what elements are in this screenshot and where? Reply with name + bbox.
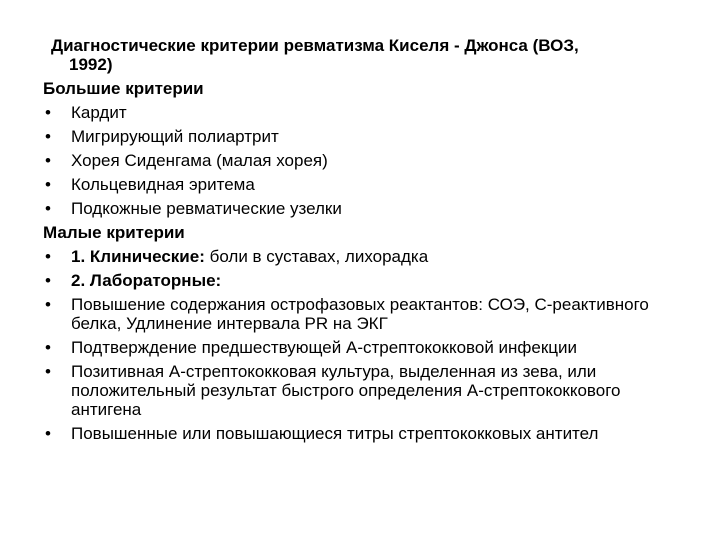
slide-title-line1: Диагностические критерии ревматизма Киселя - Джонса (ВОЗ, bbox=[51, 36, 579, 55]
lab-item-text: Повышенные или повышающиеся титры стрептококковых антител bbox=[71, 424, 599, 443]
major-criteria-item bbox=[43, 175, 683, 194]
bullet-icon: • bbox=[45, 199, 51, 218]
clinical-label: 1. Клинические: bbox=[71, 247, 205, 266]
lab-item-text: Подтверждение предшествующей А-стрептококковой инфекции bbox=[71, 338, 578, 357]
slide-title bbox=[43, 36, 683, 74]
slide-content bbox=[43, 36, 683, 443]
slide-title-line2: 1992) bbox=[69, 55, 113, 74]
bullet-icon: • bbox=[45, 295, 51, 314]
bullet-icon: • bbox=[45, 127, 51, 146]
lab-item bbox=[43, 362, 683, 419]
bullet-icon: • bbox=[45, 103, 51, 122]
major-criteria-item bbox=[43, 151, 683, 170]
lab-item bbox=[43, 295, 683, 333]
lab-item-text: Повышение содержания острофазовых реактантов: СОЭ, С-реактивного белка, Удлинение интервала PR на ЭКГ bbox=[71, 295, 649, 333]
major-criteria-item-text: Хорея Сиденгама (малая хорея) bbox=[71, 151, 328, 170]
major-criteria-item bbox=[43, 127, 683, 146]
minor-criteria-clinical bbox=[43, 247, 683, 266]
clinical-text: боли в суставах, лихорадка bbox=[204, 247, 429, 266]
major-criteria-item-text: Подкожные ревматические узелки bbox=[71, 199, 342, 218]
bullet-icon: • bbox=[45, 151, 51, 170]
lab-label: 2. Лабораторные: bbox=[71, 271, 222, 290]
major-criteria-item-text: Кардит bbox=[71, 103, 127, 122]
major-criteria-item-text: Кольцевидная эритема bbox=[71, 175, 255, 194]
major-criteria-item-text: Мигрирующий полиартрит bbox=[71, 127, 279, 146]
minor-criteria-lab bbox=[43, 271, 683, 290]
minor-criteria-heading: Малые критерии bbox=[43, 223, 185, 242]
bullet-icon: • bbox=[45, 247, 51, 266]
lab-item bbox=[43, 424, 683, 443]
bullet-icon: • bbox=[45, 175, 51, 194]
lab-item-text: Позитивная А-стрептококковая культура, выделенная из зева, или положительный результат быстрого определения А-стрептококкового антигена bbox=[71, 362, 621, 419]
bullet-icon: • bbox=[45, 424, 51, 443]
major-criteria-item bbox=[43, 199, 683, 218]
bullet-icon: • bbox=[45, 271, 51, 290]
bullet-icon: • bbox=[45, 362, 51, 381]
lab-item bbox=[43, 338, 683, 357]
bullet-icon: • bbox=[45, 338, 51, 357]
major-criteria-item bbox=[43, 103, 683, 122]
major-criteria-heading: Большие критерии bbox=[43, 79, 204, 98]
